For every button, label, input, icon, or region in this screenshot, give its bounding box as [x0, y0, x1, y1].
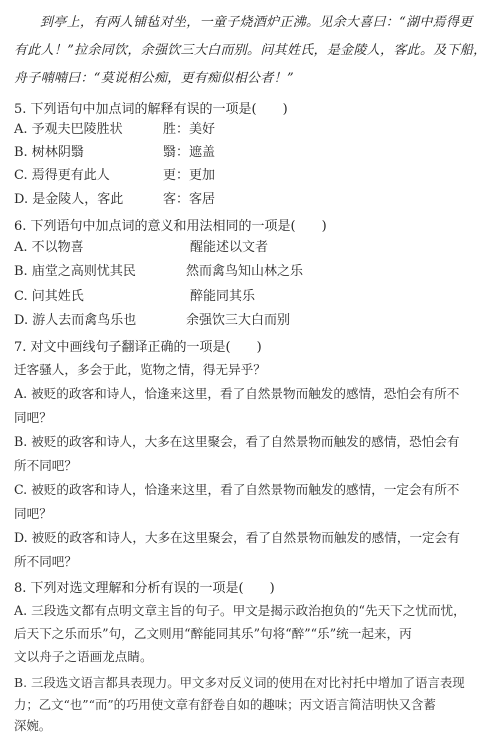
q5-option-a: A. 予观夫巴陵胜状: [14, 122, 123, 137]
q6-option-b-pair: 然而禽鸟知山林之乐: [186, 264, 304, 279]
q7-option-b-line-2: 所不同吧？: [14, 458, 77, 473]
q7-option-c-line-2: 同吧？: [14, 506, 52, 521]
q7-option-d-line-1: D. 被贬的政客和诗人，大多在这里聚会，看了自然景物而触发的感情，一定会有: [14, 530, 460, 545]
q5-option-c-gloss: 更：更加: [163, 168, 216, 183]
q7-option-c-line-1: C. 被贬的政客和诗人，恰逢来这里，看了自然景物而触发的感情，一定会有所不: [14, 482, 460, 497]
q7-quote: 迁客骚人，多会于此，览物之情，得无异乎？: [14, 362, 266, 377]
passage-line-2: 有此人！”拉余同饮，余强饮三大白而别。问其姓氏，是金陵人，客此。及下船，: [14, 43, 487, 58]
q6-stem: 6. 下列语句中加点词的意义和用法相同的一项是( ): [14, 219, 327, 234]
q5-option-d: D. 是金陵人，客此: [14, 192, 124, 207]
q6-option-d-pair: 余强饮三大白而别: [186, 313, 291, 328]
q7-option-d-line-2: 所不同吧？: [14, 554, 77, 569]
q6-option-a: A. 不以物喜: [14, 240, 84, 255]
q5-option-d-gloss: 客：客居: [163, 192, 216, 207]
q8-option-a-line-3: 文以舟子之语画龙点睛。: [14, 649, 153, 664]
q5-option-b: B. 树林阴翳: [14, 145, 84, 160]
passage-line-3: 舟子喃喃曰：“莫说相公痴，更有痴似相公者！”: [14, 71, 294, 86]
q6-option-d: D. 游人去而禽鸟乐也: [14, 313, 137, 328]
q5-option-b-gloss: 翳：遮盖: [163, 145, 216, 160]
q7-stem: 7. 对文中画线句子翻译正确的一项是( ): [14, 340, 262, 355]
q6-option-b: B. 庙堂之高则忧其民: [14, 264, 136, 279]
q8-option-a-line-2: 后天下之乐而乐”句，乙文则用“醉能同其乐”句将“醉”“乐”统一起来，丙: [14, 626, 412, 641]
passage-line-1: 到亭上，有两人铺毡对坐，一童子烧酒炉正沸。见余大喜曰：“湖中焉得更: [40, 15, 473, 30]
q7-option-a-line-1: A. 被贬的政客和诗人，恰逢来这里，看了自然景物而触发的感情，恐怕会有所不: [14, 386, 460, 401]
q8-option-b-line-3: 深婉。: [14, 718, 52, 733]
q8-stem: 8. 下列对选文理解和分析有误的一项是( ): [14, 581, 275, 596]
q5-option-c: C. 焉得更有此人: [14, 168, 110, 183]
q7-option-a-line-2: 同吧？: [14, 410, 52, 425]
q6-option-c-pair: 醉能同其乐: [190, 289, 256, 304]
q6-option-a-pair: 醒能述以文者: [190, 240, 269, 255]
q8-option-b-line-1: B. 三段选文语言都具表现力。甲文多对反义词的使用在对比衬托中增加了语言表现: [14, 675, 465, 690]
q5-option-a-gloss: 胜：美好: [163, 122, 216, 137]
q7-option-b-line-1: B. 被贬的政客和诗人，大多在这里聚会，看了自然景物而触发的感情，恐怕会有: [14, 434, 460, 449]
q6-option-c: C. 问其姓氏: [14, 289, 84, 304]
q5-stem: 5. 下列语句中加点词的解释有误的一项是( ): [14, 102, 288, 117]
q8-option-b-line-2: 力；乙文“也”“而”的巧用使文章有舒卷自如的趣味；丙文语言简洁明快又含蓄: [14, 697, 436, 712]
q8-option-a-line-1: A. 三段选文都有点明文章主旨的句子。甲文是揭示政治抱负的“先天下之忧而忧，: [14, 603, 466, 618]
